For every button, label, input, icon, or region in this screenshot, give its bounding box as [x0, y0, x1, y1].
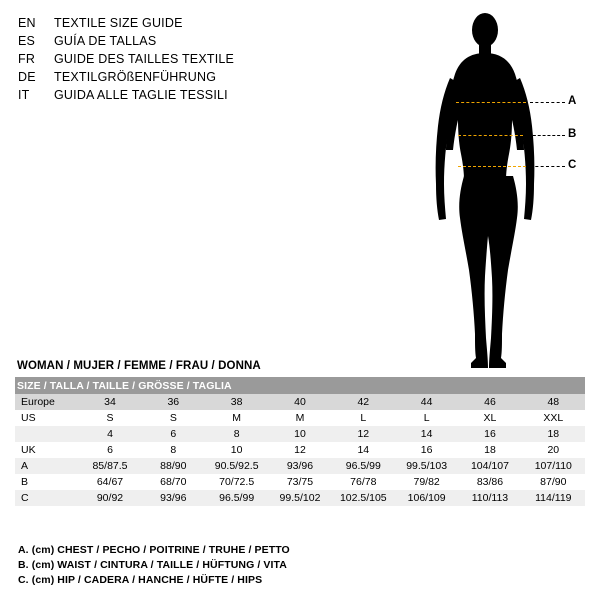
row-label-c: C	[15, 490, 78, 506]
cell: 12	[332, 426, 395, 442]
cell: S	[142, 410, 205, 426]
hip-dashed-line	[458, 166, 526, 167]
cell: 18	[458, 442, 521, 458]
cell: 8	[205, 426, 268, 442]
female-silhouette-icon	[420, 8, 595, 373]
cell: 99.5/102	[268, 490, 331, 506]
table-row	[15, 410, 585, 426]
chest-leader-line	[530, 102, 565, 103]
cell: 90/92	[78, 490, 141, 506]
table-row	[15, 442, 585, 458]
cell: 96.5/99	[205, 490, 268, 506]
cell: 38	[205, 394, 268, 410]
cell: 110/113	[458, 490, 521, 506]
cell: 46	[458, 394, 521, 410]
cell: 10	[205, 442, 268, 458]
cell: 6	[142, 426, 205, 442]
cell: 68/70	[142, 474, 205, 490]
cell: 34	[78, 394, 141, 410]
table-header-label: SIZE / TALLA / TAILLE / GRÖSSE / TAGLIA	[15, 377, 585, 394]
table-row	[15, 490, 585, 506]
language-code-it: IT	[18, 88, 30, 102]
table-header-row	[15, 377, 585, 394]
cell: M	[205, 410, 268, 426]
cell: 10	[268, 426, 331, 442]
cell: 14	[395, 426, 458, 442]
waist-marker-label: B	[568, 128, 577, 140]
hip-leader-line	[530, 166, 565, 167]
table-row	[15, 474, 585, 490]
title-row-fr	[18, 50, 418, 68]
cell: 4	[78, 426, 141, 442]
cell: 64/67	[78, 474, 141, 490]
language-code-fr: FR	[18, 52, 36, 66]
note-waist: B. (cm) WAIST / CINTURA / TAILLE / HÜFTUNG / VITA	[18, 559, 287, 571]
title-text-es: GUÍA DE TALLAS	[54, 34, 157, 48]
group-title: WOMAN / MUJER / FEMME / FRAU / DONNA	[17, 360, 261, 372]
title-row-it	[18, 86, 418, 104]
cell: 70/72.5	[205, 474, 268, 490]
cell: 83/86	[458, 474, 521, 490]
table-row	[15, 394, 585, 410]
size-table-area	[15, 360, 585, 506]
cell: 107/110	[522, 458, 585, 474]
cell: 93/96	[142, 490, 205, 506]
cell: 76/78	[332, 474, 395, 490]
cell: 12	[268, 442, 331, 458]
cell: 14	[332, 442, 395, 458]
row-label-b: B	[15, 474, 78, 490]
title-text-it: GUIDA ALLE TAGLIE TESSILI	[54, 88, 228, 102]
chest-dashed-line	[456, 102, 526, 103]
chest-marker-label: A	[568, 95, 577, 107]
cell: 85/87.5	[78, 458, 141, 474]
note-chest: A. (cm) CHEST / PECHO / POITRINE / TRUHE / PETTO	[18, 544, 290, 556]
cell: 93/96	[268, 458, 331, 474]
cell: L	[332, 410, 395, 426]
cell: 96.5/99	[332, 458, 395, 474]
title-block	[18, 14, 418, 104]
cell: L	[395, 410, 458, 426]
note-hip: C. (cm) HIP / CADERA / HANCHE / HÜFTE / HIPS	[18, 574, 263, 586]
language-code-es: ES	[18, 34, 36, 48]
waist-dashed-line	[458, 135, 523, 136]
cell: 88/90	[142, 458, 205, 474]
title-text-en: TEXTILE SIZE GUIDE	[54, 16, 183, 30]
title-text-de: TEXTILGRÖßENFÜHRUNG	[54, 70, 217, 84]
cell: 104/107	[458, 458, 521, 474]
cell: 87/90	[522, 474, 585, 490]
title-row-es	[18, 32, 418, 50]
waist-leader-line	[528, 135, 565, 136]
row-label-us-numeric	[15, 426, 78, 442]
cell: 6	[78, 442, 141, 458]
row-label-europe: Europe	[15, 394, 78, 410]
title-row-de	[18, 68, 418, 86]
cell: M	[268, 410, 331, 426]
cell: 18	[522, 426, 585, 442]
cell: 20	[522, 442, 585, 458]
size-table	[15, 377, 585, 506]
row-label-a: A	[15, 458, 78, 474]
cell: 90.5/92.5	[205, 458, 268, 474]
hip-marker-label: C	[568, 159, 577, 171]
body-figure	[420, 8, 595, 373]
cell: 44	[395, 394, 458, 410]
cell: 79/82	[395, 474, 458, 490]
cell: 114/119	[522, 490, 585, 506]
footnotes	[18, 543, 578, 588]
table-row	[15, 426, 585, 442]
cell: 48	[522, 394, 585, 410]
cell: XL	[458, 410, 521, 426]
cell: 16	[458, 426, 521, 442]
title-text-fr: GUIDE DES TAILLES TEXTILE	[54, 52, 235, 66]
language-code-en: EN	[18, 16, 36, 30]
cell: 106/109	[395, 490, 458, 506]
row-label-us: US	[15, 410, 78, 426]
cell: 36	[142, 394, 205, 410]
cell: XXL	[522, 410, 585, 426]
cell: 8	[142, 442, 205, 458]
cell: S	[78, 410, 141, 426]
cell: 40	[268, 394, 331, 410]
language-code-de: DE	[18, 70, 36, 84]
row-label-uk: UK	[15, 442, 78, 458]
cell: 99.5/103	[395, 458, 458, 474]
title-row-en	[18, 14, 418, 32]
cell: 73/75	[268, 474, 331, 490]
cell: 42	[332, 394, 395, 410]
cell: 102.5/105	[332, 490, 395, 506]
cell: 16	[395, 442, 458, 458]
table-row	[15, 458, 585, 474]
